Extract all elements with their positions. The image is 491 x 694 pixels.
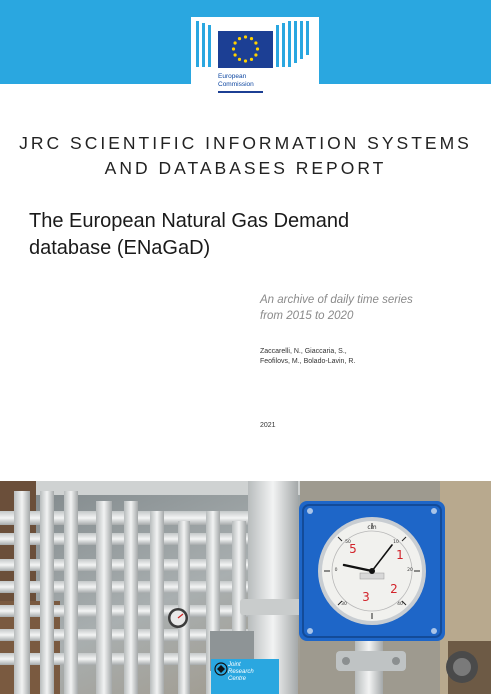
gauge-tick-label: 10	[393, 540, 399, 545]
gauge-number: 5	[349, 542, 357, 556]
authors	[260, 347, 480, 367]
gauge-tick-label: 0	[334, 568, 338, 573]
subtitle-line-2: from 2015 to 2020	[260, 310, 354, 322]
jrc-line-3: Centre	[228, 676, 247, 682]
authors-line-1: Zaccarelli, N., Giaccaria, S.,	[260, 348, 347, 355]
jrc-label	[228, 662, 254, 683]
jrc-emblem-icon	[214, 662, 228, 676]
gauge-tick-label: 50	[345, 540, 351, 545]
report-series-heading	[0, 131, 491, 181]
logo-underline	[218, 91, 263, 93]
publisher-name	[218, 73, 254, 89]
gauge-number: 1	[396, 548, 404, 562]
jrc-line-1: Joint	[228, 662, 241, 668]
report-subtitle	[260, 292, 460, 324]
jrc-logo-badge	[211, 659, 279, 694]
subtitle-line-1: An archive of daily time series	[260, 294, 413, 306]
gauge-unit-label: cm	[367, 524, 377, 531]
publisher-line-2: Commission	[218, 81, 254, 88]
eu-flag	[218, 31, 273, 68]
authors-line-2: Feofilovs, M., Bolado-Lavin, R.	[260, 358, 356, 365]
series-line-2: AND DATABASES REPORT	[104, 158, 387, 178]
eu-stars-icon	[218, 31, 273, 68]
title-line-2: database (ENaGaD)	[29, 237, 211, 259]
gauge-number: 3	[362, 590, 370, 604]
report-title	[29, 208, 449, 262]
publisher-line-1: European	[218, 73, 247, 80]
gauge-tick-label: 30	[341, 602, 347, 607]
gauge-number: 2	[390, 582, 398, 596]
gauge-tick-label: 20	[407, 568, 413, 573]
european-commission-logo	[191, 17, 319, 109]
series-line-1: JRC SCIENTIFIC INFORMATION SYSTEMS	[19, 133, 472, 153]
jrc-line-2: Research	[228, 669, 254, 675]
publication-year: 2021	[260, 422, 276, 429]
title-line-1: The European Natural Gas Demand	[29, 210, 350, 232]
gauge-tick-label: 40	[397, 602, 403, 607]
